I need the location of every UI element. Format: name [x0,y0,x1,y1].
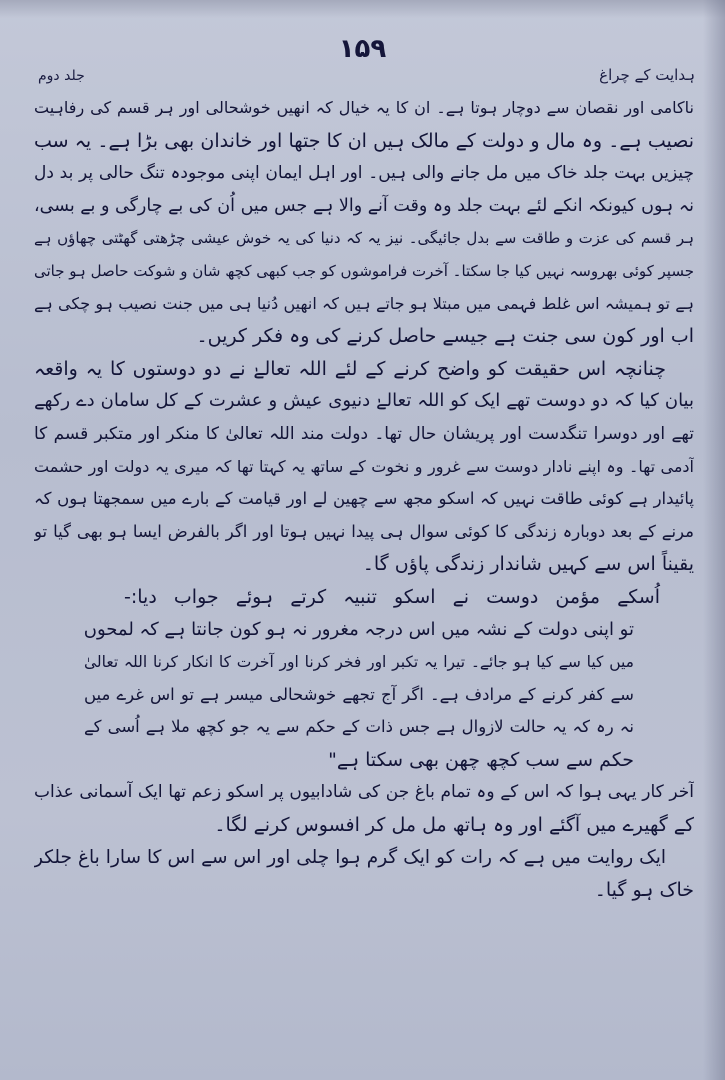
text-line: ہے تو ہمیشہ اس غلط فہمی میں مبتلا ہو جاتے ہیں کہ انھیں دُنیا ہی میں جنت نصیب ہو چکی ہے [34,293,694,313]
text-line: اب اور کون سی جنت ہے جیسے حاصل کرنے کی وہ فکر کریں۔ [196,325,694,348]
text-line: جسپر کوئی بھروسہ نہیں کیا جا سکتا۔ آخرت فراموشوں کو جب کبھی کچھ شان و شوکت حاصل ہو جاتی [34,261,694,280]
text-line: ناکامی اور نقصان سے دوچار ہوتا ہے۔ ان کا یہ خیال کہ انھیں خوشحالی اور ہر قسم کی رفاہیت [34,98,694,117]
text-line: خاک ہو گیا۔ [594,879,694,902]
text-line: حکم سے سب کچھ چھن بھی سکتا ہے" [328,748,634,771]
text-line: یقیناً اس سے کہیں شاندار زندگی پاؤں گا۔ [362,553,694,576]
running-header-title: ہدایت کے چراغ [599,66,695,84]
text-line: کے گھیرے میں آگئے اور وہ ہاتھ مل مل کر افسوس کرنے لگا۔ [214,814,694,837]
text-line: چیزیں بہت جلد خاک میں مل جانے والی ہیں۔ اور اہل ایمان اپنی موجودہ تنگ حالی پر بد دل [34,163,694,184]
page-number: ۱۵۹ [338,34,387,64]
page-top-shadow [0,0,725,18]
text-line: بیان کیا کہ دو دوست تھے ایک کو اللہ تعالےٰ دنیوی عیش و عشرت کے کل سامان دے رکھے [34,390,694,412]
text-line: پائیدار ہے کوئی طاقت نہیں کہ اسکو مجھ سے چھین لے اور قیامت کے بارے میں سمجھتا ہوں کہ [34,489,694,509]
text-line: ایک روایت میں ہے کہ رات کو ایک گرم ہوا چلی اور اس سے اس کا سارا باغ جلکر [34,846,666,868]
text-line: ہر قسم کی عزت و طاقت سے بدل جائیگی۔ نیز یہ کہ دنیا کی یہ خوش عیشی چڑھتی گھٹتی چھاؤں ہے [34,229,694,248]
page-right-shadow [703,0,725,1080]
text-line: سے کفر کرنے کے مرادف ہے۔ اگر آج تجھے خوشحالی میسر ہے تو اس غرے میں [84,684,634,704]
text-line: آدمی تھا۔ وہ اپنے نادار دوست سے غرور و نخوت کے ساتھ یہ کہتا تھا کہ میری یہ دولت اور حشمت [34,456,694,476]
text-line: نہ ہوں کیونکہ انکے لئے بہت جلد وہ وقت آنے والا ہے جس میں اُن کی بے چارگی و بے بسی، [34,195,694,216]
text-line: میں کیا سے کیا ہو جائے۔ تیرا یہ تکبر اور فخر کرنا اور آخرت کا انکار کرنا اللہ تعالیٰ [84,653,634,672]
text-line: نہ رہ کہ یہ حالت لازوال ہے جس ذات کے حکم سے یہ جو کچھ ملا ہے اُسی کے [84,717,634,737]
text-line: مرنے کے بعد دوبارہ زندگی کا کوئی سوال ہی پیدا نہیں ہوتا اور اگر بالفرض ایسا ہو بھی گیا تو [34,521,694,541]
text-line: تو اپنی دولت کے نشہ میں اس درجہ مغرور نہ ہو کون جانتا ہے کہ لمحوں [83,618,634,640]
running-header-volume: جلد دوم [38,68,85,84]
text-line: اُسکے مؤمن دوست نے اسکو تنبیہ کرتے ہوئے جواب دیا:- [124,585,660,608]
text-line: نصیب ہے۔ وہ مال و دولت کے مالک ہیں ان کا جتھا اور خاندان بھی بڑا ہے۔ یہ سب [34,129,694,152]
text-line: آخر کار یہی ہوا کہ اس کے وہ تمام باغ جن کی شادابیوں پر اسکو زعم تھا ایک آسمانی عذاب [34,782,694,803]
page-body-text [34,92,694,907]
text-line: چنانچہ اس حقیقت کو واضح کرنے کے لئے اللہ تعالےٰ نے دو دوستوں کا یہ واقعہ [34,357,666,380]
text-line: تھے اور دوسرا تنگدست اور پریشان حال تھا۔ دولت مند اللہ تعالیٰ کا منکر اور متکبر قسم کا [34,423,694,444]
